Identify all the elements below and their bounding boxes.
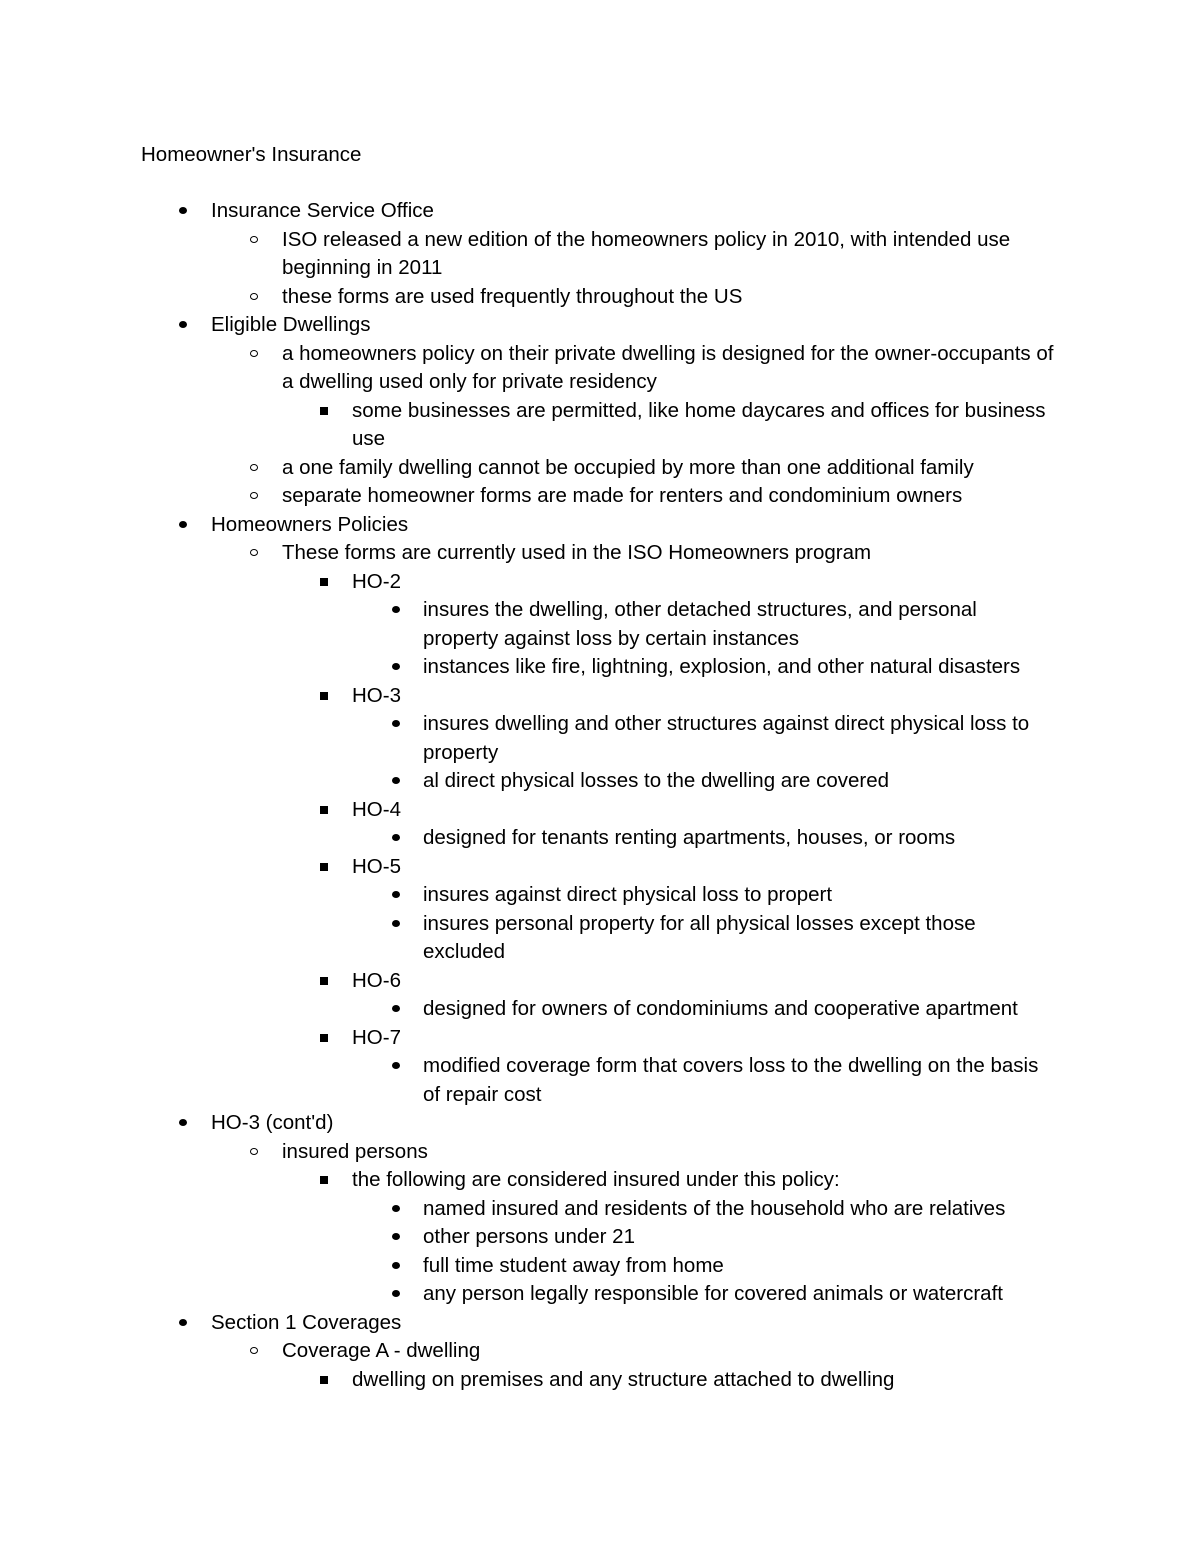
disc-bullet-icon xyxy=(389,910,403,939)
outline-item-text: HO-2 xyxy=(352,569,401,593)
outline-item-text: a one family dwelling cannot be occupied by more than one additional family xyxy=(282,455,974,479)
outline-item-level-3 xyxy=(0,397,1200,454)
outline-item-level-3 xyxy=(0,967,1200,996)
disc-bullet-icon xyxy=(176,511,190,540)
outline-item-text: designed for tenants renting apartments, houses, or rooms xyxy=(423,826,956,849)
square-bullet-icon xyxy=(317,682,331,711)
outline-item-text: These forms are currently used in the ISO Homeowners program xyxy=(282,541,872,564)
outline-item-level-2 xyxy=(0,482,1200,511)
outline-item-text: dwelling on premises and any structure attached to dwelling xyxy=(352,1367,895,1391)
circle-bullet-icon xyxy=(248,1337,262,1366)
outline-item-level-4 xyxy=(0,824,1200,853)
circle-bullet-icon xyxy=(248,454,262,483)
disc-bullet-icon xyxy=(389,710,403,739)
circle-bullet-icon xyxy=(248,283,262,312)
disc-bullet-icon xyxy=(389,824,403,853)
outline-item-text: separate homeowner forms are made for renters and condominium owners xyxy=(282,484,963,507)
outline-item-level-4 xyxy=(0,1195,1200,1224)
outline-item-text: a homeowners policy on their private dwelling is designed for the owner-occupants of a dwelling used only for private residency xyxy=(282,341,1054,393)
outline-item-level-2 xyxy=(0,283,1200,312)
circle-bullet-icon xyxy=(248,539,262,568)
square-bullet-icon xyxy=(317,397,331,426)
outline-item-level-2 xyxy=(0,340,1200,397)
disc-bullet-icon xyxy=(389,1252,403,1281)
outline-item-text: designed for owners of condominiums and cooperative apartment xyxy=(423,997,1018,1020)
outline-item-level-3 xyxy=(0,682,1200,711)
outline-item-level-1 xyxy=(0,197,1200,226)
outline-item-level-4 xyxy=(0,767,1200,796)
outline-item-text: HO-3 (cont'd) xyxy=(211,1111,334,1134)
outline-item-text: the following are considered insured under this policy: xyxy=(352,1168,840,1191)
outline-item-level-4 xyxy=(0,1223,1200,1252)
outline-item-text: insures against direct physical loss to propert xyxy=(423,883,833,906)
outline-item-level-2 xyxy=(0,226,1200,283)
square-bullet-icon xyxy=(317,1366,331,1395)
outline-item-level-3 xyxy=(0,1024,1200,1053)
outline-item-text: instances like fire, lightning, explosion, and other natural disasters xyxy=(423,655,1021,678)
outline-item-level-4 xyxy=(0,910,1200,967)
outline-item-level-4 xyxy=(0,653,1200,682)
outline-item-level-2 xyxy=(0,539,1200,568)
square-bullet-icon xyxy=(317,568,331,597)
disc-bullet-icon xyxy=(176,1309,190,1338)
outline-item-level-1 xyxy=(0,1109,1200,1138)
outline-item-level-4 xyxy=(0,881,1200,910)
outline-item-text: HO-6 xyxy=(352,968,401,992)
outline-item-text: al direct physical losses to the dwelling are covered xyxy=(423,769,890,792)
square-bullet-icon xyxy=(317,796,331,825)
disc-bullet-icon xyxy=(389,1195,403,1224)
disc-bullet-icon xyxy=(176,197,190,226)
outline-item-text: Section 1 Coverages xyxy=(211,1310,402,1334)
document-title: Homeowner's Insurance xyxy=(141,143,362,166)
outline-item-text: Eligible Dwellings xyxy=(211,313,371,336)
outline-item-level-3 xyxy=(0,853,1200,882)
circle-bullet-icon xyxy=(248,226,262,255)
outline-item-text: any person legally responsible for covered animals or watercraft xyxy=(423,1282,1003,1305)
square-bullet-icon xyxy=(317,853,331,882)
disc-bullet-icon xyxy=(389,1223,403,1252)
outline-item-text: Homeowners Policies xyxy=(211,512,409,536)
outline-item-level-3 xyxy=(0,1366,1200,1395)
outline-item-text: named insured and residents of the household who are relatives xyxy=(423,1196,1006,1220)
disc-bullet-icon xyxy=(389,767,403,796)
outline-item-text: some businesses are permitted, like home daycares and offices for business use xyxy=(352,398,1046,450)
disc-bullet-icon xyxy=(176,311,190,340)
circle-bullet-icon xyxy=(248,340,262,369)
square-bullet-icon xyxy=(317,1024,331,1053)
outline-item-level-4 xyxy=(0,596,1200,653)
outline-item-level-4 xyxy=(0,1052,1200,1109)
outline-item-text: insures dwelling and other structures against direct physical loss to property xyxy=(423,712,1030,764)
square-bullet-icon xyxy=(317,967,331,996)
outline-item-level-3 xyxy=(0,796,1200,825)
outline-item-level-1 xyxy=(0,1309,1200,1338)
outline-item-level-4 xyxy=(0,995,1200,1024)
outline-item-text: insured persons xyxy=(282,1139,428,1163)
outline-item-level-4 xyxy=(0,1252,1200,1281)
disc-bullet-icon xyxy=(389,653,403,682)
outline-item-text: HO-7 xyxy=(352,1025,401,1049)
disc-bullet-icon xyxy=(176,1109,190,1138)
outline-item-text: insures the dwelling, other detached structures, and personal property against loss by certain instances xyxy=(423,598,977,650)
outline-item-level-1 xyxy=(0,311,1200,340)
disc-bullet-icon xyxy=(389,596,403,625)
circle-bullet-icon xyxy=(248,482,262,511)
outline-item-level-4 xyxy=(0,1280,1200,1309)
outline-item-text: modified coverage form that covers loss to the dwelling on the basis of repair cost xyxy=(423,1054,1039,1106)
outline-item-level-3 xyxy=(0,1166,1200,1195)
outline-item-text: insures personal property for all physical losses except those excluded xyxy=(423,911,976,963)
outline-item-text: other persons under 21 xyxy=(423,1225,635,1248)
outline-item-level-3 xyxy=(0,568,1200,597)
outline-item-level-4 xyxy=(0,710,1200,767)
disc-bullet-icon xyxy=(389,995,403,1024)
disc-bullet-icon xyxy=(389,1052,403,1081)
outline-item-level-2 xyxy=(0,1337,1200,1366)
outline-item-text: HO-3 xyxy=(352,683,401,707)
outline-item-level-1 xyxy=(0,511,1200,540)
outline-item-level-2 xyxy=(0,1138,1200,1167)
disc-bullet-icon xyxy=(389,881,403,910)
outline-item-text: HO-5 xyxy=(352,854,401,878)
disc-bullet-icon xyxy=(389,1280,403,1309)
outline-item-text: Coverage A - dwelling xyxy=(282,1339,481,1362)
square-bullet-icon xyxy=(317,1166,331,1195)
outline-item-text: full time student away from home xyxy=(423,1253,724,1277)
outline-item-text: Insurance Service Office xyxy=(211,199,434,222)
outline-item-level-2 xyxy=(0,454,1200,483)
outline-item-text: ISO released a new edition of the homeowners policy in 2010, with intended use beginning in 2011 xyxy=(282,227,1011,279)
outline-item-text: these forms are used frequently throughout the US xyxy=(282,284,743,308)
outline-list xyxy=(0,197,1200,1394)
outline-item-text: HO-4 xyxy=(352,797,401,821)
circle-bullet-icon xyxy=(248,1138,262,1167)
